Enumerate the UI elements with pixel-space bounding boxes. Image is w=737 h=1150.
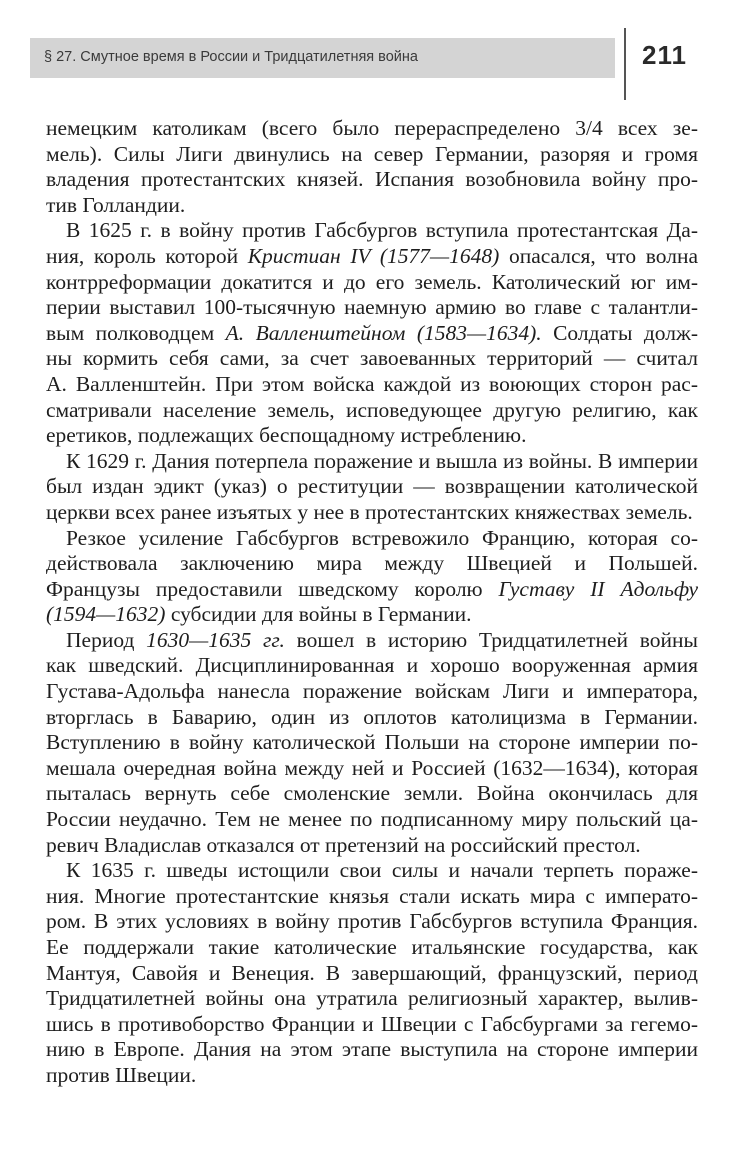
text-line (46, 500, 698, 526)
text-line (46, 1037, 698, 1063)
text-span: России неудачно. Тем не менее по подписанному миру польский ца- (46, 807, 698, 832)
text-line (46, 1063, 698, 1089)
text-span: церкви всех ранее изъятых у нее в протестантских княжествах земель. (46, 499, 693, 524)
text-line (46, 423, 698, 449)
text-span: владения протестантских князей. Испания возобновила войну про- (46, 167, 698, 192)
text-span: опасался, что волна (499, 243, 698, 268)
text-span: ния, король которой (46, 243, 248, 268)
text-span: нию в Европе. Дания на этом этапе выступила на стороне империи (46, 1037, 698, 1062)
text-line (46, 858, 698, 884)
text-line (46, 167, 698, 193)
italic-text: Густаву II Адольфу (498, 576, 698, 601)
text-line (46, 244, 698, 270)
text-line (46, 526, 698, 552)
text-span: как шведский. Дисциплинированная и хорошо вооруженная армия (46, 653, 698, 678)
text-line (46, 781, 698, 807)
text-span: пыталась вернуть себе смоленские земли. Война окончилась для (46, 781, 698, 806)
italic-text: (1594—1632) (46, 602, 166, 627)
text-span: Густава-Адольфа нанесла поражение войскам Лиги и императора, (46, 679, 698, 704)
text-line (46, 577, 698, 603)
italic-text: Кристиан IV (1577—1648) (247, 243, 500, 268)
text-line (46, 756, 698, 782)
text-span: Солдаты долж- (541, 320, 698, 345)
text-span: Ее поддержали такие католические итальянские государства, как (46, 935, 698, 959)
text-span: шись в противоборство Франции и Швеции с Габсбургами за гегемо- (46, 1011, 698, 1036)
text-line (46, 346, 698, 372)
text-line (46, 193, 698, 219)
italic-text: 1630—1635 гг. (146, 627, 285, 652)
text-span: мешала очередная война между ней и Россией (1632—1634), которая (46, 755, 698, 780)
text-span: немецким католикам (всего было перераспределено 3/4 всех зе- (46, 116, 698, 140)
text-span: вошел в историю Тридцатилетней войны (284, 627, 698, 652)
italic-text: А. Валленштейном (1583—1634). (225, 320, 542, 345)
text-span: мель). Силы Лиги двинулись на север Германии, разоряя и громя (46, 141, 698, 166)
text-span: Вступлению в войну католической Польши на стороне империи по- (46, 730, 698, 755)
text-line (46, 474, 698, 500)
text-span: против Швеции. (46, 1062, 197, 1087)
text-line (46, 807, 698, 833)
text-line (46, 833, 698, 859)
text-line (46, 398, 698, 424)
text-line (46, 142, 698, 168)
text-line (46, 909, 698, 935)
text-line (46, 270, 698, 296)
text-body (46, 116, 698, 1089)
text-span: Мантуя, Савойя и Венеция. В завершающий, французский, период (46, 960, 698, 985)
text-line (46, 653, 698, 679)
text-span: сматривали население земель, исповедующее другую религию, как (46, 397, 698, 422)
text-span: ния. Многие протестантские князья стали искать мира с императо- (46, 883, 698, 908)
text-line (46, 1012, 698, 1038)
text-line (46, 602, 698, 628)
text-line (46, 218, 698, 244)
text-span: К 1635 г. шведы истощили свои силы и начали терпеть пораже- (66, 858, 698, 883)
text-span: А. Валленштейн. При этом войска каждой из воюющих сторон рас- (46, 371, 698, 396)
text-span: Период (66, 627, 147, 652)
text-span: Французы предоставили шведскому королю (46, 576, 499, 601)
text-span: субсидии для войны в Германии. (165, 602, 472, 627)
text-line (46, 449, 698, 475)
text-line (46, 679, 698, 705)
text-line (46, 884, 698, 910)
text-span: контрреформации докатится и до его земель. Католический юг им- (46, 269, 698, 294)
page-header (30, 28, 708, 98)
text-span: еретиков, подлежащих беспощадному истреблению. (46, 423, 527, 448)
text-line (46, 295, 698, 321)
text-span: Тридцатилетней войны она утратила религиозный характер, вылив- (46, 986, 698, 1011)
text-line (46, 116, 698, 142)
text-span: ром. В этих условиях в войну против Габсбургов вступила Франция. (46, 909, 698, 934)
text-line (46, 372, 698, 398)
text-span: перии выставил 100-тысячную наемную армию во главе с талантли- (46, 295, 698, 320)
text-line (46, 961, 698, 987)
page-number: 211 (642, 40, 687, 70)
text-line (46, 705, 698, 731)
text-line (46, 935, 698, 961)
text-span: К 1629 г. Дания потерпела поражение и вышла из войны. В империи (66, 448, 698, 473)
text-span: вторглась в Баварию, один из оплотов католицизма в Германии. (46, 704, 698, 729)
text-span: тив Голландии. (46, 192, 186, 217)
text-line (46, 551, 698, 577)
text-span: вым полководцем (46, 320, 226, 345)
text-line (46, 321, 698, 347)
text-span: был издан эдикт (указ) о реституции — возвращении католической (46, 474, 698, 499)
text-line (46, 986, 698, 1012)
text-line (46, 628, 698, 654)
header-divider (624, 28, 626, 100)
text-span: действовала заключению мира между Швецией и Польшей. (46, 551, 698, 576)
text-line (46, 730, 698, 756)
running-title: § 27. Смутное время в России и Тридцатилетняя война (44, 49, 418, 65)
text-span: Резкое усиление Габсбургов встревожило Францию, которая со- (66, 525, 698, 550)
text-span: ревич Владислав отказался от претензий на российский престол. (46, 832, 641, 857)
text-span: В 1625 г. в войну против Габсбургов вступила протестантская Да- (66, 218, 698, 243)
text-span: ны кормить себя сами, за счет завоеванных территорий — считал (46, 346, 698, 371)
